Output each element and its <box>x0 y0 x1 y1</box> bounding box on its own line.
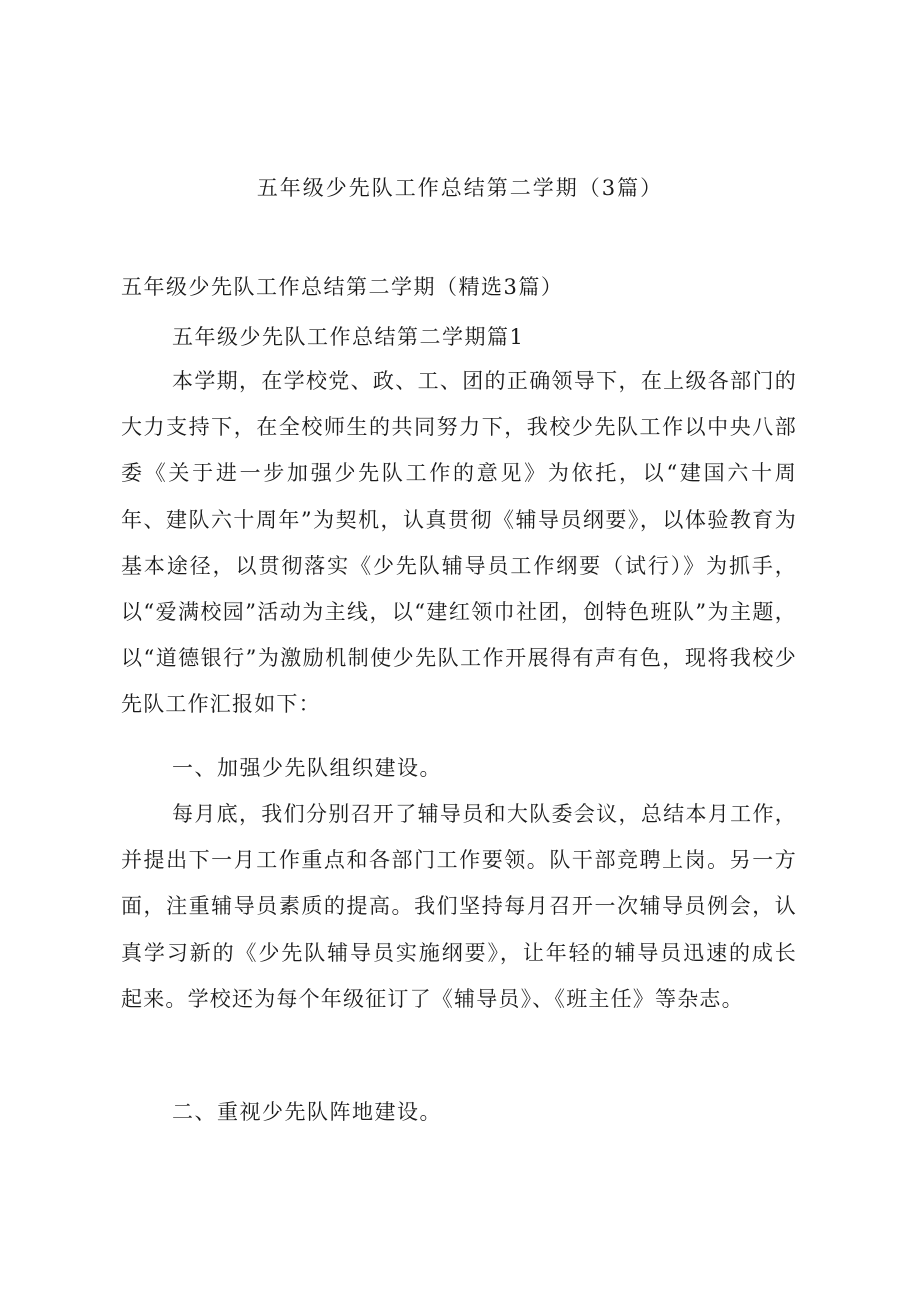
heading-position: 二、重视少先队阵地建设。 <box>172 1100 442 1124</box>
paragraph-organization: 每月底，我们分别召开了辅导员和大队委会议，总结本月工作，并提出下一月工作重点和各部门工作要领。队干部竞聘上岗。另一方面，注重辅导员素质的提高。我们坚持每月召开一次辅导员例会，认真学习新的《少先队辅导员实施纲要》，让年轻的辅导员迅速的成长起来。学校还为每个年级征订了《辅导员》、《班主任》等杂志。 <box>121 802 797 1011</box>
paragraph-intro: 本学期，在学校党、政、工、团的正确领导下，在上级各部门的大力支持下，在全校师生的共同努力下，我校少先队工作以中央八部委《关于进一步加强少先队工作的意见》为依托，以“建国六十周年、建队六十周年”为契机，认真贯彻《辅导员纲要》，以体验教育为基本途径，以贯彻落实《少先队辅导员工作纲要（试行）》为抓手，以“爱满校园”活动为主线，以“建红领巾社团，创特色班队”为主题，以“道德银行”为激励机制使少先队工作开展得有声有色，现将我校少先队工作汇报如下： <box>121 369 797 717</box>
heading-organization: 一、加强少先队组织建设。 <box>172 756 442 780</box>
document-title: 五年级少先队工作总结第二学期（3篇） <box>256 176 664 200</box>
section-title: 五年级少先队工作总结第二学期篇1 <box>172 325 525 349</box>
document-subtitle: 五年级少先队工作总结第二学期（精选3篇） <box>121 275 564 299</box>
